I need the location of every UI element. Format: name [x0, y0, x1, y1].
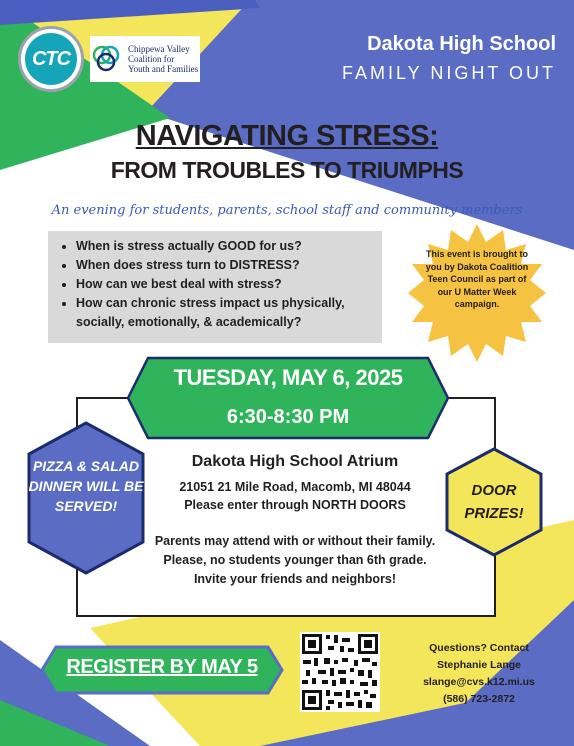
event-address: 21051 21 Mile Road, Macomb, MI 48044 — [179, 480, 411, 494]
event-note: Please, no students younger than 6th grade. — [163, 553, 427, 567]
contact-phone[interactable]: (586) 723-2872 — [443, 693, 515, 705]
prizes-callout: DOOR PRIZES! — [464, 482, 524, 522]
page-title: NAVIGATING STRESS: — [135, 120, 439, 152]
register-deadline: REGISTER BY MAY 5 — [66, 656, 258, 678]
event-time: 6:30-8:30 PM — [226, 406, 350, 428]
contact-email[interactable]: slange@cvs.k12.mi.us — [423, 676, 535, 688]
questions-list — [62, 237, 372, 332]
event-series: FAMILY NIGHT OUT — [341, 63, 556, 83]
questions-box — [48, 231, 382, 343]
question-item: • When is stress actually GOOD for us? — [76, 237, 372, 256]
event-venue: Dakota High School Atrium — [191, 453, 399, 470]
cv-logo-line: Chippewa Valley — [128, 44, 190, 54]
qr-code-icon — [300, 632, 380, 712]
rings-logo-icon — [90, 42, 124, 76]
school-name: Dakota High School — [367, 33, 556, 55]
chippewa-valley-logo-text — [128, 44, 198, 74]
page-subtitle: FROM TROUBLES TO TRIUMPHS — [110, 157, 464, 183]
cv-logo-line: Youth and Families — [128, 64, 199, 74]
ctc-logo — [18, 26, 84, 92]
cv-logo-line: Coalition for — [128, 54, 175, 64]
event-note: Parents may attend with or without their family. — [154, 534, 436, 548]
ctc-logo-text: CTC — [31, 47, 71, 70]
event-note: Invite your friends and neighbors! — [193, 572, 397, 586]
event-address-block — [150, 478, 440, 514]
tagline: An evening for students, parents, school staff and community members — [51, 203, 523, 218]
chippewa-valley-logo — [90, 36, 200, 82]
ctc-logo-inner — [25, 33, 77, 85]
contact-name: Stephanie Lange — [436, 659, 521, 671]
event-notes — [140, 532, 450, 589]
question-item: • How can we best deal with stress? — [76, 275, 372, 294]
event-date: TUESDAY, MAY 6, 2025 — [173, 365, 403, 390]
event-entrance: Please enter through NORTH DOORS — [184, 498, 406, 512]
dinner-callout: PIZZA & SALAD DINNER WILL BE SERVED! — [28, 458, 144, 514]
question-item: • How can chronic stress impact us physically, socially, emotionally, & academically? — [76, 294, 372, 332]
sponsor-note: This event is brought to you by Dakota Coalition Teen Council as part of our U Matter Week campaign. — [425, 249, 529, 309]
question-item: • When does stress turn to DISTRESS? — [76, 256, 372, 275]
contact-heading: Questions? Contact — [429, 642, 529, 654]
contact-block — [392, 640, 566, 708]
